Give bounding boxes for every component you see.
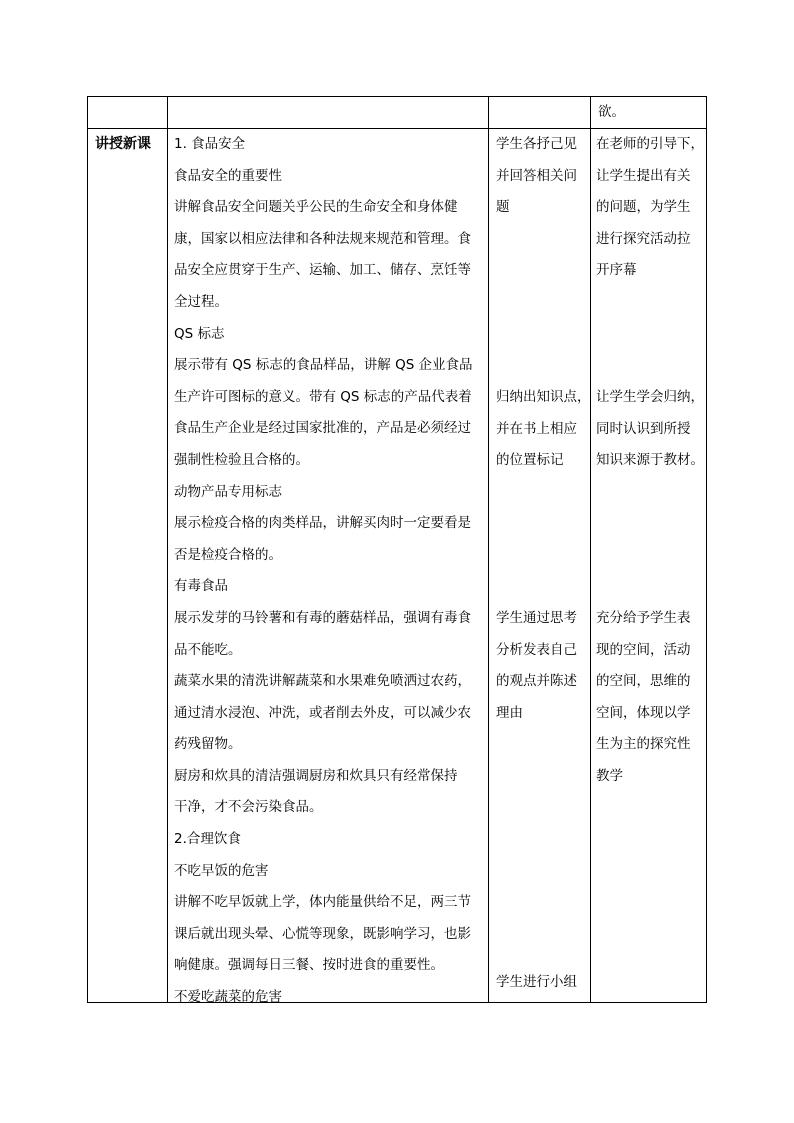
content-line: 1. 食品安全 (174, 136, 246, 152)
student-activity-line: 理由 (496, 704, 523, 721)
design-intent-line: 生为主的探究性 (596, 736, 691, 753)
student-activity-line: 学生通过思考 (496, 610, 577, 626)
column-divider (590, 97, 591, 1002)
student-activity-block (496, 603, 577, 729)
content-line: 2.合理饮食 (174, 831, 241, 848)
content-line: 展示检疫合格的肉类样品，讲解买肉时一定要看是 (174, 515, 471, 532)
content-line: 药残留物。 (174, 736, 242, 753)
student-activity-line: 学生各抒己见 (496, 136, 577, 152)
design-intent-line: 开序幕 (596, 262, 637, 279)
design-intent-line: 现的空间，活动 (596, 641, 691, 658)
content-line: 康，国家以相应法律和各种法规来规范和管理。食 (174, 230, 471, 247)
column-divider (167, 97, 168, 1002)
content-line: 食品安全的重要性 (174, 167, 282, 184)
top-row-intent-text: 欲。 (598, 104, 625, 120)
design-intent-line: 知识来源于教材。 (596, 452, 704, 469)
content-line: 讲解不吃早饭就上学，体内能量供给不足，两三节 (174, 894, 471, 911)
content-line: 不爱吃蔬菜的危害 (174, 989, 282, 1006)
design-intent-line: 在老师的引导下， (596, 136, 704, 152)
design-intent-block (596, 129, 704, 287)
content-line: 不吃早饭的危害 (174, 862, 269, 879)
student-activity-block (496, 967, 577, 999)
student-activity-line: 的观点并陈述 (496, 673, 577, 690)
content-line: 品安全应贯穿于生产、运输、加工、储存、烹饪等 (174, 262, 471, 279)
content-line: 展示发芽的马铃薯和有毒的蘑菇样品，强调有毒食 (174, 609, 471, 626)
content-line: 全过程。 (174, 293, 228, 310)
student-activity-line: 并在书上相应 (496, 420, 577, 437)
content-line: 展示带有 QS 标志的食品样品，讲解 QS 企业食品 (174, 357, 473, 374)
content-line: 强制性检验且合格的。 (174, 451, 309, 468)
design-intent-line: 教学 (596, 767, 623, 784)
design-intent-line: 让学生提出有关 (596, 167, 691, 184)
design-intent-line: 进行探究活动拉 (596, 230, 691, 247)
content-line: 否是检疫合格的。 (174, 546, 282, 563)
content-line: 生产许可图标的意义。带有 QS 标志的产品代表着 (174, 388, 472, 405)
teaching-content-column (174, 129, 473, 1014)
design-intent-line: 让学生学会归纳， (596, 389, 704, 405)
content-line: 通过清水浸泡、冲洗，或者削去外皮，可以减少农 (174, 704, 471, 721)
student-activity-line: 的位置标记 (496, 452, 564, 469)
design-intent-line: 的空间，思维的 (596, 673, 691, 690)
design-intent-line: 充分给予学生表 (596, 610, 691, 626)
student-activity-line: 题 (496, 199, 510, 216)
student-activity-block (496, 382, 591, 477)
content-line: 干净，才不会污染食品。 (174, 799, 323, 816)
content-line: 响健康。强调每日三餐、按时进食的重要性。 (174, 957, 444, 974)
design-intent-line: 的问题，为学生 (596, 199, 691, 216)
content-line: 课后就出现头晕、心慌等现象，既影响学习，也影 (174, 925, 471, 942)
content-line: 有毒食品 (174, 578, 228, 595)
student-activity-line: 分析发表自己 (496, 641, 577, 658)
content-line: 讲解食品安全问题关乎公民的生命安全和身体健 (174, 199, 458, 216)
content-line: 动物产品专用标志 (174, 483, 282, 500)
content-line: QS 标志 (174, 325, 225, 342)
design-intent-line: 同时认识到所授 (596, 420, 691, 437)
design-intent-block (596, 603, 691, 793)
section-label: 讲授新课 (95, 136, 151, 152)
student-activity-line: 并回答相关问 (496, 167, 577, 184)
column-divider (488, 97, 489, 1002)
design-intent-block (596, 382, 704, 477)
content-line: 厨房和炊具的清洁强调厨房和炊具只有经常保持 (174, 767, 458, 784)
top-row-intent-cell (598, 97, 625, 129)
student-activity-line: 学生进行小组 (496, 974, 577, 990)
design-intent-line: 空间，体现以学 (596, 704, 691, 721)
content-line: 品不能吃。 (174, 641, 242, 658)
content-line: 蔬菜水果的清洗讲解蔬菜和水果难免喷洒过农药， (174, 673, 471, 690)
content-line: 食品生产企业是经过国家批准的，产品是必须经过 (174, 420, 471, 437)
student-activity-block (496, 129, 577, 224)
lesson-plan-table (87, 96, 707, 1006)
student-activity-line: 归纳出知识点， (496, 389, 591, 405)
